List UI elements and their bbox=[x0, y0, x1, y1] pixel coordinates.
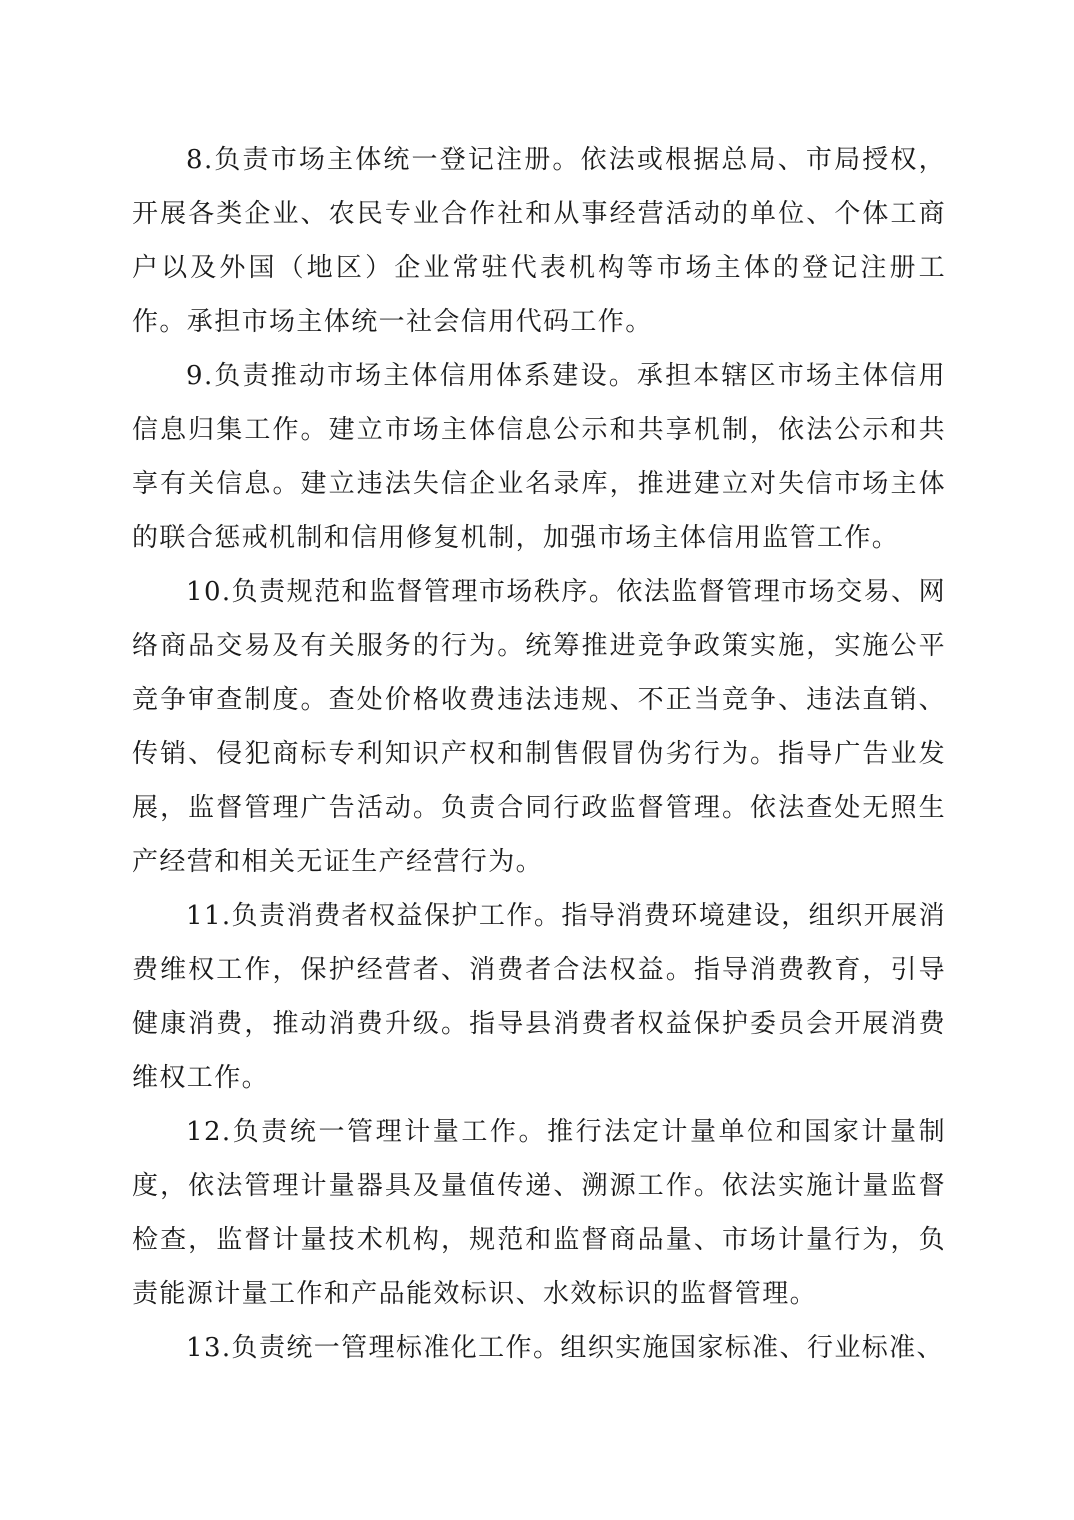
paragraph-item-9: 9.负责推动市场主体信用体系建设。承担本辖区市场主体信用信息归集工作。建立市场主体信息公示和共享机制，依法公示和共享有关信息。建立违法失信企业名录库，推进建立对失信市场主体的联合惩戒机制和信用修复机制，加强市场主体信用监管工作。 bbox=[132, 361, 946, 553]
paragraph-item-13: 13.负责统一管理标准化工作。组织实施国家标准、行业标准、 bbox=[186, 1333, 944, 1363]
document-body bbox=[132, 133, 946, 1375]
paragraph-item-12: 12.负责统一管理计量工作。推行法定计量单位和国家计量制度，依法管理计量器具及量值传递、溯源工作。依法实施计量监督检查，监督计量技术机构，规范和监督商品量、市场计量行为，负责能源计量工作和产品能效标识、水效标识的监督管理。 bbox=[132, 1117, 946, 1309]
paragraph-item-10: 10.负责规范和监督管理市场秩序。依法监督管理市场交易、网络商品交易及有关服务的行为。统筹推进竞争政策实施，实施公平竞争审查制度。查处价格收费违法违规、不正当竞争、违法直销、传销、侵犯商标专利知识产权和制售假冒伪劣行为。指导广告业发展，监督管理广告活动。负责合同行政监督管理。依法查处无照生产经营和相关无证生产经营行为。 bbox=[132, 577, 946, 877]
paragraph-item-8: 8.负责市场主体统一登记注册。依法或根据总局、市局授权，开展各类企业、农民专业合作社和从事经营活动的单位、个体工商户以及外国（地区）企业常驻代表机构等市场主体的登记注册工作。承担市场主体统一社会信用代码工作。 bbox=[132, 145, 946, 337]
paragraph-item-11: 11.负责消费者权益保护工作。指导消费环境建设，组织开展消费维权工作，保护经营者、消费者合法权益。指导消费教育，引导健康消费，推动消费升级。指导县消费者权益保护委员会开展消费维权工作。 bbox=[132, 901, 946, 1093]
